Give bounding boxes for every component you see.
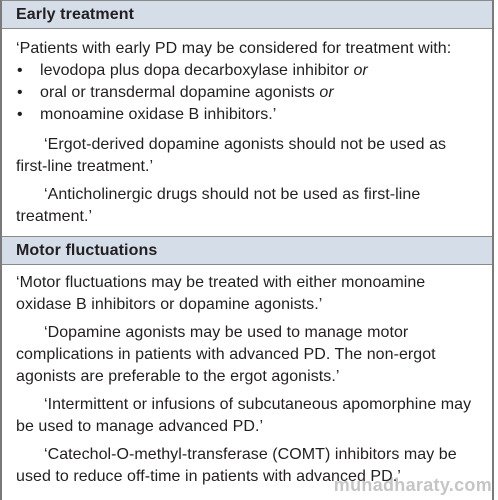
list-item — [16, 104, 476, 126]
bullet-suffix: or — [353, 62, 368, 79]
list-item — [16, 60, 476, 82]
apomorphine-paragraph: ‘Intermittent or infusions of subcutaneous apomorphine may be used to manage advanced PD.’ — [16, 396, 472, 435]
bullet-text: oral or transdermal dopamine agonists — [40, 84, 320, 101]
motor-fluctuations-body — [16, 272, 476, 488]
comt-paragraph: ‘Catechol-O-methyl-transferase (COMT) inhibitors may be used to reduce off-time in patients with advanced PD.’ — [16, 446, 457, 485]
early-treatment-body — [16, 38, 476, 228]
early-treatment-intro: ‘Patients with early PD may be considered for treatment with: — [16, 40, 452, 57]
bullet-text: monoamine oxidase B inhibitors.’ — [40, 106, 277, 123]
anticholinergic-paragraph: ‘Anticholinergic drugs should not be used as first-line treatment.’ — [16, 186, 421, 225]
bullet-icon: • — [17, 106, 23, 123]
watermark-text: muhadharaty.com — [333, 475, 492, 495]
bullet-icon: • — [17, 84, 23, 101]
bullet-icon: • — [17, 62, 23, 79]
bullet-suffix: or — [319, 84, 334, 101]
dopamine-agonists-paragraph: ‘Dopamine agonists may be used to manage motor complications in patients with advanced PD. The non-ergot agonists are preferable to the ergot agonists.’ — [16, 324, 436, 385]
ergot-agonist-paragraph: ‘Ergot-derived dopamine agonists should not be used as first-line treatment.’ — [16, 136, 447, 175]
bullet-text: levodopa plus dopa decarboxylase inhibitor — [40, 62, 354, 79]
list-item — [16, 82, 476, 104]
treatment-options-list — [16, 60, 476, 126]
motor-fluctuations-intro: ‘Motor fluctuations may be treated with either monoamine oxidase B inhibitors or dopamine agonists.’ — [16, 274, 426, 313]
section-heading-early-treatment: Early treatment — [2, 0, 492, 29]
section-heading-motor-fluctuations: Motor fluctuations — [2, 236, 492, 265]
